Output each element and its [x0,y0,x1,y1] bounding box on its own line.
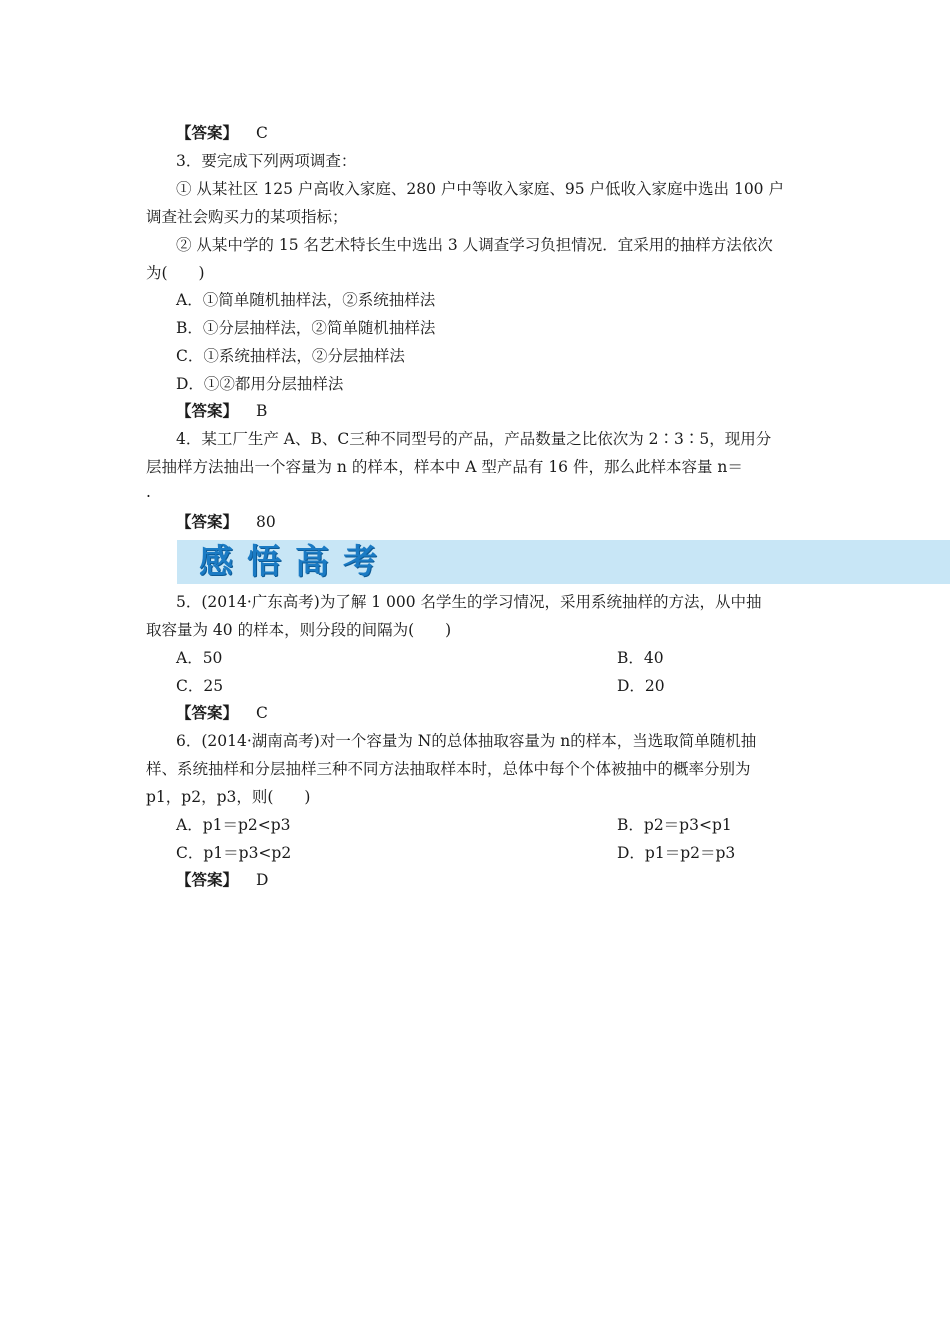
answer-label: 【答案】 [176,402,239,420]
q4-answer-row [176,512,276,532]
answer-label: 【答案】 [176,704,239,722]
q6-option-b: B．p2＝p3<p1 [617,816,732,834]
q5-answer-row [176,703,268,723]
q3-option-b: B．①分层抽样法，②简单随机抽样法 [176,319,436,337]
q5-option-d: D．20 [617,677,665,695]
q3-option-a: A．①简单随机抽样法，②系统抽样法 [176,291,436,309]
q6-option-d: D．p1＝p2＝p3 [617,844,736,862]
q6-line3: p1，p2，p3，则( ) [146,788,311,806]
q2-answer-value: C [256,124,268,142]
q6-line1: 6．(2014·湖南高考)对一个容量为 N的总体抽取容量为 n的样本，当选取简单随机抽 [176,732,757,750]
q4-answer-value: 80 [256,513,276,531]
q5-answer-value: C [256,704,268,722]
q3-item2-line1: ② 从某中学的 15 名艺术特长生中选出 3 人调查学习负担情况．宜采用的抽样方法依次 [176,236,773,254]
q6-line2: 样、系统抽样和分层抽样三种不同方法抽取样本时，总体中每个个体被抽中的概率分别为 [146,760,751,778]
q5-option-b: B．40 [617,649,664,667]
q5-line1: 5．(2014·广东高考)为了解 1 000 名学生的学习情况，采用系统抽样的方法，从中抽 [176,593,762,611]
q3-option-d: D．①②都用分层抽样法 [176,375,344,393]
q3-option-c: C．①系统抽样法，②分层抽样法 [176,347,405,365]
q6-option-c: C．p1＝p3<p2 [176,844,292,862]
q4-line1: 4．某工厂生产 A、B、C三种不同型号的产品，产品数量之比依次为 2∶3∶5，现用分 [176,430,772,448]
q3-item1-line2: 调查社会购买力的某项指标； [146,208,348,226]
q6-option-a: A．p1＝p2<p3 [176,816,291,834]
q3-item1-line1: ① 从某社区 125 户高收入家庭、280 户中等收入家庭、95 户低收入家庭中选出 100 户 [176,180,784,198]
q3-answer-row [176,401,267,421]
q3-stem: 3．要完成下列两项调查： [176,152,357,170]
q3-answer-value: B [256,402,268,420]
q5-option-a: A．50 [176,649,223,667]
answer-label: 【答案】 [176,513,239,531]
section-banner [177,540,950,584]
q5-line2: 取容量为 40 的样本，则分段的间隔为( ) [146,621,452,639]
answer-label: 【答案】 [176,871,239,889]
answer-label: 【答案】 [176,124,239,142]
banner-title: 感悟高考 [199,542,391,582]
q2-answer-row [176,123,268,143]
q6-answer-row [176,870,268,890]
q4-line3: . [146,483,151,501]
q6-answer-value: D [256,871,269,889]
q5-option-c: C．25 [176,677,224,695]
q4-line2: 层抽样方法抽出一个容量为 n 的样本，样本中 A 型产品有 16 件，那么此样本容量 n＝ [146,458,743,476]
q3-item2-line2: 为( ) [146,264,205,282]
